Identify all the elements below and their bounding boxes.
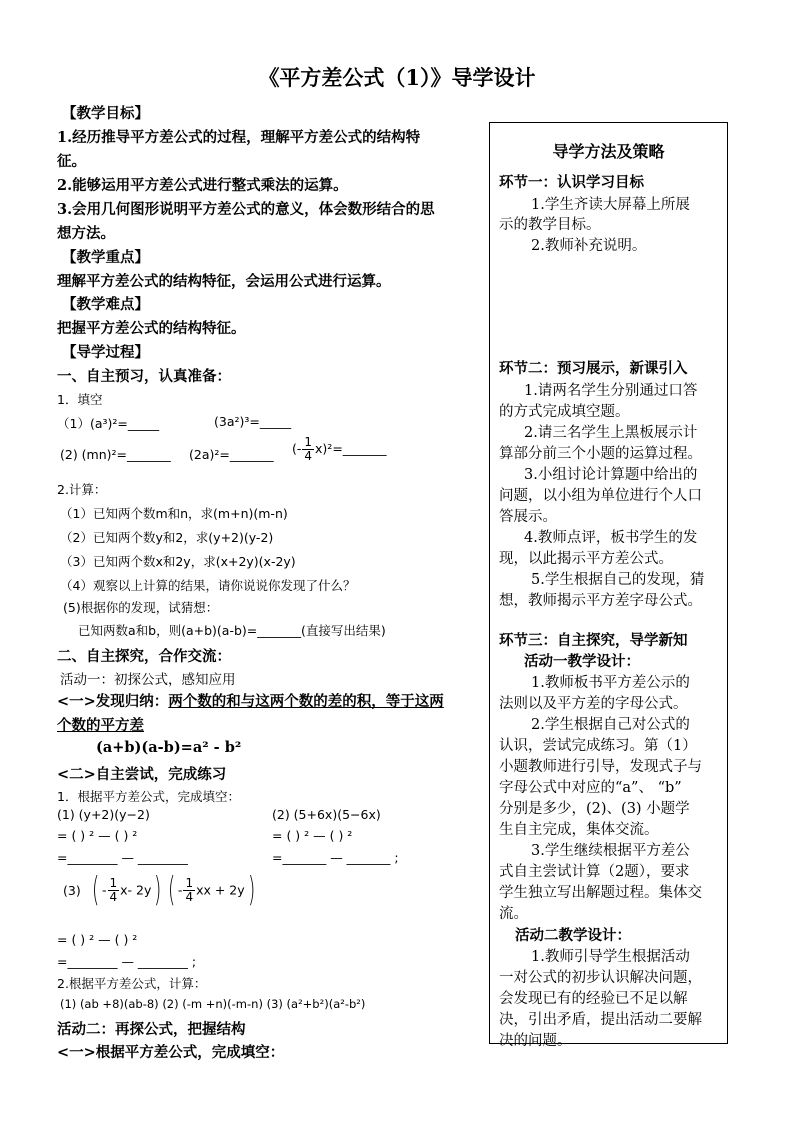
problem-3-x-a: x	[120, 882, 128, 898]
fill-item-2c-suffix: x)²=_______	[315, 441, 387, 456]
calc-item-3: （3）已知两个数x和2y，求(x+2y)(x-2y)	[60, 554, 296, 569]
discovery-line-b: 个数的平方差	[57, 717, 144, 734]
stage-2-item-1a: 1.请两名学生分别通过口答	[524, 383, 698, 399]
stage-1-heading: 环节一：认识学习目标	[499, 174, 644, 191]
problem-3-minus-a: -	[101, 882, 107, 898]
stage-1-item-1b: 示的教学目标。	[499, 217, 601, 233]
discovery-prefix: <一>发现归纳：	[57, 693, 169, 710]
stage-2-item-1b: 的方式完成填空题。	[499, 404, 630, 420]
stage-3-item-1b: 法则以及平方差的字母公式。	[499, 696, 688, 712]
section-2-heading: 二、自主探究，合作交流：	[57, 648, 231, 665]
stage-2-item-2b: 算部分前三个小题的运算过程。	[499, 446, 702, 462]
fraction-denominator: 4	[185, 889, 194, 904]
difference-of-squares-formula: (a+b)(a-b)=a² - b²	[96, 739, 242, 756]
difficulty-heading: 【教学难点】	[62, 296, 149, 313]
fill-item-2a: (2) (mn)²=_______	[60, 447, 171, 462]
stage-3-item-2d: 字母公式中对应的“a”、 “b”	[499, 780, 682, 796]
fraction-denominator: 4	[109, 889, 118, 904]
problem-3-term-a: - 2y	[127, 882, 152, 898]
stage-3-item-2c: 小题教师进行引导，发现式子与	[499, 759, 702, 775]
calc-item-5: (5)根据你的发现，试猜想：	[63, 600, 219, 615]
stage-2-item-3c: 答展示。	[499, 509, 557, 525]
stage-3-item-2e: 分别是多少，(2)、(3) 小题学	[499, 801, 690, 817]
stage-2-item-4b: 现，以此揭示平方差公式。	[499, 551, 673, 567]
difficulty-text: 把握平方差公式的结构特征。	[57, 320, 246, 337]
stage-1-item-2: 2.教师补充说明。	[531, 238, 647, 254]
stage-3-item-3c: 学生独立写出解题过程。集体交	[499, 885, 702, 901]
fraction-numerator: 1	[185, 875, 194, 890]
teaching-goal-heading: 【教学目标】	[62, 105, 149, 122]
problem-3-result: =________ — ________ ;	[57, 954, 197, 969]
stage-2-item-3a: 3.小组讨论计算题中给出的	[524, 467, 698, 483]
stage-3-heading: 环节三：自主探究，导学新知	[499, 632, 688, 649]
stage-2-item-5a: 5.学生根据自己的发现，猜	[531, 572, 705, 588]
self-try-heading: <二>自主尝试，完成练习	[57, 766, 227, 783]
key-point-text: 理解平方差公式的结构特征，会运用公式进行运算。	[57, 273, 391, 290]
goal-1-line-b: 征。	[57, 153, 86, 170]
calc-item-2: （2）已知两个数y和2，求(y+2)(y-2)	[60, 530, 274, 545]
stage-3-item-3d: 流。	[499, 906, 528, 922]
problem-1: (1) (y+2)(y−2)	[57, 807, 150, 822]
problem-1-result: =________ — ________	[57, 850, 188, 865]
activity-2-subheading: <一>根据平方差公式，完成填空：	[57, 1044, 285, 1061]
stage-3-item-2a: 2.学生根据自己对公式的	[531, 717, 690, 733]
fill-item-1a: （1）(a³)²=_____	[57, 416, 160, 431]
method-strategy-heading: 导学方法及策略	[552, 142, 665, 161]
fraction-numerator: 1	[304, 435, 313, 449]
goal-1-line-a: 1.经历推导平方差公式的过程，理解平方差公式的结构特	[57, 129, 421, 146]
problem-2-result: =_______ — _______ ;	[272, 850, 399, 865]
calc-item-4: （4）观察以上计算的结果，请你说说你发现了什么？	[60, 578, 356, 593]
practice-2-heading: 2.根据平方差公式，计算：	[57, 976, 207, 991]
activity-2-design-heading: 活动二教学设计：	[515, 927, 631, 944]
section-1-heading: 一、自主预习，认真准备：	[57, 368, 231, 385]
problem-2-step: = ( ) ² — ( ) ²	[272, 828, 353, 843]
right-paren: )	[154, 870, 162, 910]
activity-2-heading: 活动二：再探公式，把握结构	[57, 1021, 246, 1038]
stage-1-item-1a: 1.学生齐读大屏幕上所展	[531, 197, 690, 213]
calc-item-5-guess: 已知两数a和b，则(a+b)(a-b)=_______(直接写出结果)	[78, 623, 386, 638]
stage-3-item-3b: 式自主尝试计算（2题），要求	[499, 864, 690, 880]
fill-item-2b: (2a)²=_______	[189, 447, 274, 462]
method-strategy-box	[489, 122, 728, 1049]
fill-item-1b: (3a²)³=_____	[214, 414, 292, 429]
stage-2-item-2a: 2.请三名学生上黑板展示计	[524, 425, 698, 441]
page-title: 《平方差公式（1）》导学设计	[258, 65, 536, 90]
fill-item-2c	[292, 436, 387, 463]
stage-2-item-3b: 问题，以小组为单位进行个人口	[499, 488, 702, 504]
fraction-one-quarter	[302, 436, 314, 463]
activity-1-heading: 活动一：初探公式，感知应用	[60, 672, 236, 688]
problem-1-step: = ( ) ² — ( ) ²	[57, 828, 138, 843]
difference-of-squares-rule: 两个数的和与这两个数的差的积，等于这两	[168, 693, 444, 710]
stage-3-item-1a: 1.教师板书平方差公示的	[531, 675, 690, 691]
practice-2-problems: (1) (ab +8)(ab-8) (2) (-m +n)(-m-n) (3) (a²+b²)(a²-b²)	[60, 997, 366, 1011]
problem-3-minus-b: -	[177, 882, 183, 898]
activity-1-design-heading: 活动一教学设计：	[524, 653, 640, 670]
stage-3-item-4d: 决，引出矛盾，提出活动二要解	[499, 1012, 702, 1028]
practice-1-heading: 1．根据平方差公式，完成填空：	[57, 789, 240, 804]
left-paren: (	[91, 870, 99, 910]
left-paren: (	[167, 870, 175, 910]
problem-3	[63, 870, 258, 910]
problem-3-fraction-b	[183, 877, 195, 904]
stage-3-item-4c: 会发现已有的经验已不足以解	[499, 991, 688, 1007]
key-point-heading: 【教学重点】	[62, 249, 149, 266]
stage-3-item-4e: 决的问题。	[499, 1033, 572, 1049]
stage-2-heading: 环节二：预习展示，新课引入	[499, 360, 688, 377]
problem-3-label: (3)	[63, 882, 81, 898]
calc-heading: 2.计算：	[57, 482, 107, 497]
stage-3-item-4a: 1.教师引导学生根据活动	[531, 949, 690, 965]
stage-3-item-4b: 一对公式的初步认识解决问题，	[499, 970, 702, 986]
stage-3-item-3a: 3.学生继续根据平方差公	[531, 843, 690, 859]
discovery-line-a	[57, 690, 444, 711]
fill-item-2c-prefix: (-	[292, 441, 302, 456]
goal-3-line-b: 想方法。	[57, 225, 115, 242]
fill-blank-heading: 1．填空	[57, 392, 103, 407]
fraction-numerator: 1	[109, 875, 118, 890]
right-paren: )	[247, 870, 255, 910]
stage-3-item-2b: 认识，尝试完成练习。第（1）	[499, 738, 697, 754]
problem-3-x-b: x	[196, 882, 204, 898]
stage-2-item-4a: 4.教师点评，板书学生的发	[524, 530, 698, 546]
stage-3-item-2f: 生自主完成，集体交流。	[499, 822, 659, 838]
problem-3-step: = ( ) ² — ( ) ²	[57, 932, 138, 947]
problem-3-fraction-a	[108, 877, 120, 904]
calc-item-1: （1）已知两个数m和n，求(m+n)(m-n)	[60, 506, 288, 521]
stage-2-item-5b: 想，教师揭示平方差字母公式。	[499, 593, 702, 609]
process-heading: 【导学过程】	[62, 344, 149, 361]
goal-3-line-a: 3.会用几何图形说明平方差公式的意义，体会数形结合的思	[57, 201, 435, 218]
problem-2: (2) (5+6x)(5−6x)	[272, 807, 381, 822]
goal-2: 2.能够运用平方差公式进行整式乘法的运算。	[57, 177, 348, 194]
fraction-denominator: 4	[304, 449, 313, 463]
problem-3-term-b: x + 2y	[203, 882, 245, 898]
